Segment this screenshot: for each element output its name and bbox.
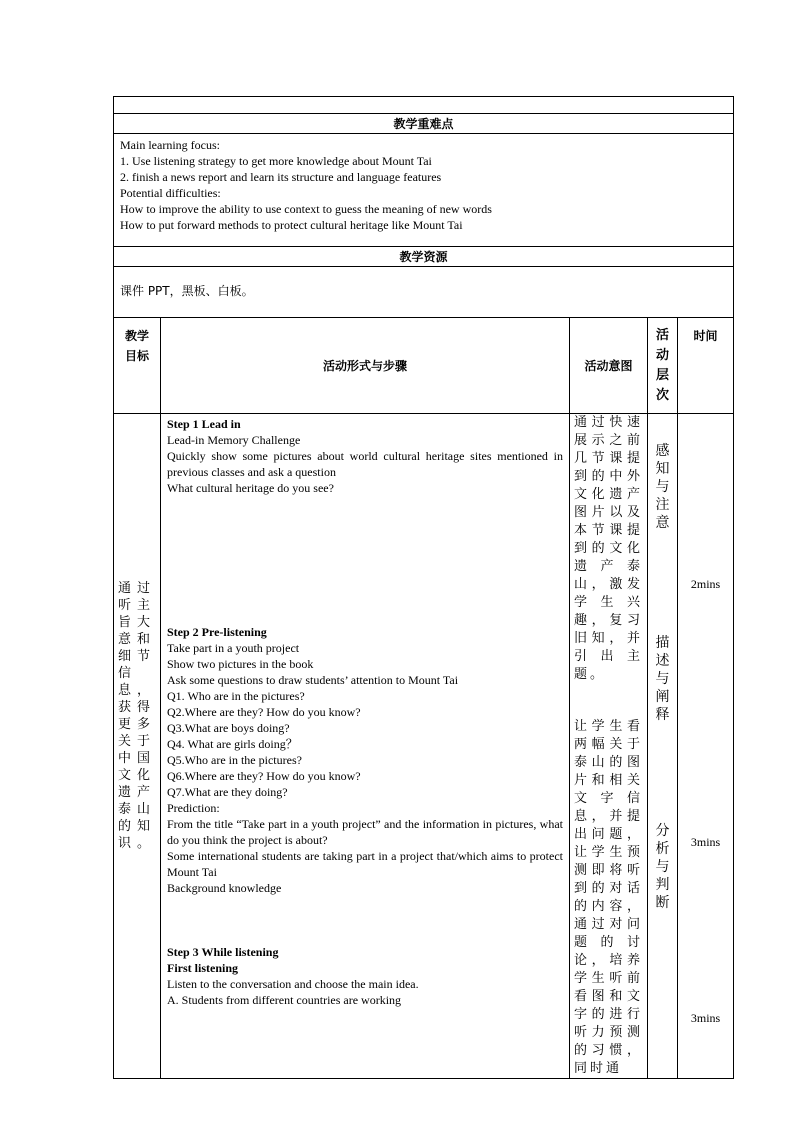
question-line: Q6.Where are they? How do you know? <box>167 769 361 783</box>
level-char: 判 <box>655 877 670 893</box>
step-line: Lead-in Memory Challenge <box>167 433 301 447</box>
blank-top-row <box>114 97 734 114</box>
step3-subtitle: First listening <box>167 961 238 975</box>
focus-line: Potential difficulties: <box>120 186 221 200</box>
level-char: 析 <box>655 841 670 857</box>
goal-header-line: 教学 <box>124 329 149 343</box>
intent-column-header: 活动意图 <box>570 318 648 414</box>
level-char: 感 <box>655 443 670 459</box>
focus-line: How to put forward methods to protect cultural heritage like Mount Tai <box>120 218 463 232</box>
level-char: 知 <box>655 461 670 477</box>
question-line: Q1. Who are in the pictures? <box>167 689 305 703</box>
focus-line: How to improve the ability to use context to guess the meaning of new words <box>120 202 492 216</box>
goal-text: 通过听主旨大意和细节信息，获得更多关于中国文化遗产泰山的知识。 <box>118 581 157 851</box>
steps-column-header: 活动形式与步骤 <box>161 318 570 414</box>
time-cell <box>678 414 734 1079</box>
step-line: Ask some questions to draw students’ attention to Mount Tai <box>167 673 459 687</box>
level-char: 述 <box>655 653 670 669</box>
step-line: Some international students are taking part in a project that/which aims to protect Mount Tai <box>167 849 563 879</box>
intent-paragraph-2: 让学生看两幅关于泰山的图片和相关文字信息，并提出问题，让学生预测即将听到的对话的内容，通过对问题的讨论，培养学生听前看图和文字的进行听力预测的习惯，同时通 <box>574 719 643 1076</box>
question-line: Q4. What are girls doing？ <box>167 737 298 751</box>
focus-line: 1. Use listening strategy to get more knowledge about Mount Tai <box>120 154 432 168</box>
question-line: Q7.What are they doing? <box>167 785 288 799</box>
time-value: 3mins <box>690 835 721 849</box>
time-column-header: 时间 <box>678 318 734 414</box>
level-char: 分 <box>655 823 670 839</box>
level-header-char: 次 <box>655 388 669 403</box>
question-line: Q3.What are boys doing? <box>167 721 290 735</box>
level-char: 与 <box>655 479 670 495</box>
intent-cell <box>570 414 648 1079</box>
level-cell <box>648 414 678 1079</box>
step1-title: Step 1 Lead in <box>167 417 241 431</box>
time-value: 3mins <box>690 1011 721 1025</box>
level-header-char: 层 <box>655 368 669 383</box>
step-line: A. Students from different countries are working <box>167 993 402 1007</box>
step-line: Take part in a youth project <box>167 641 300 655</box>
focus-header-row <box>114 114 734 134</box>
focus-content <box>114 134 734 247</box>
level-char: 意 <box>655 515 670 531</box>
goal-header-line: 目标 <box>124 349 149 363</box>
question-line: Q5.Who are in the pictures? <box>167 753 302 767</box>
step3-title: Step 3 While listening <box>167 945 279 959</box>
step-line: Listen to the conversation and choose the main idea. <box>167 977 419 991</box>
resources-content-row <box>114 267 734 318</box>
time-value: 2mins <box>690 577 721 591</box>
step-line: Quickly show some pictures about world cultural heritage sites mentioned in previous classes and ask a question <box>167 449 563 479</box>
focus-content-row <box>114 134 734 247</box>
level-column-header <box>648 318 678 414</box>
level-char: 与 <box>655 671 670 687</box>
level-group-2 <box>648 634 677 724</box>
question-line: Q2.Where are they? How do you know? <box>167 705 361 719</box>
level-char: 断 <box>655 895 670 911</box>
column-header-row <box>114 318 734 414</box>
step2-title: Step 2 Pre-listening <box>167 625 267 639</box>
step-line: Background knowledge <box>167 881 282 895</box>
resources-header: 教学资源 <box>114 247 734 267</box>
step-line: Show two pictures in the book <box>167 657 314 671</box>
activity-row <box>114 414 734 1079</box>
step-line: Prediction: <box>167 801 220 815</box>
level-header-char: 活 <box>655 328 669 343</box>
level-header-char: 动 <box>655 348 669 363</box>
resources-header-row <box>114 247 734 267</box>
steps-cell <box>161 414 570 1079</box>
step-line: What cultural heritage do you see? <box>167 481 334 495</box>
focus-header: 教学重难点 <box>114 114 734 134</box>
level-group-1 <box>648 442 677 532</box>
goal-column-header <box>114 318 161 414</box>
goal-cell <box>114 414 161 1079</box>
focus-line: Main learning focus: <box>120 138 220 152</box>
focus-line: 2. finish a news report and learn its structure and language features <box>120 170 442 184</box>
level-char: 阐 <box>655 689 670 705</box>
level-char: 与 <box>655 859 670 875</box>
step-line: From the title “Take part in a youth project” and the information in pictures, what do you think the project is about? <box>167 817 563 847</box>
intent-paragraph-1: 通过快速展示之前几节课提到的中外文化遗产图片以及本节课提到的文化遗产泰山，激发学生兴趣，复习旧知，并引出主题。 <box>574 415 643 682</box>
level-char: 释 <box>655 707 670 723</box>
level-char: 注 <box>655 497 670 513</box>
level-group-3 <box>648 822 677 912</box>
resources-content: 课件 PPT，黑板、白板。 <box>114 267 734 318</box>
level-char: 描 <box>655 635 670 651</box>
lesson-plan-table <box>113 96 734 1079</box>
